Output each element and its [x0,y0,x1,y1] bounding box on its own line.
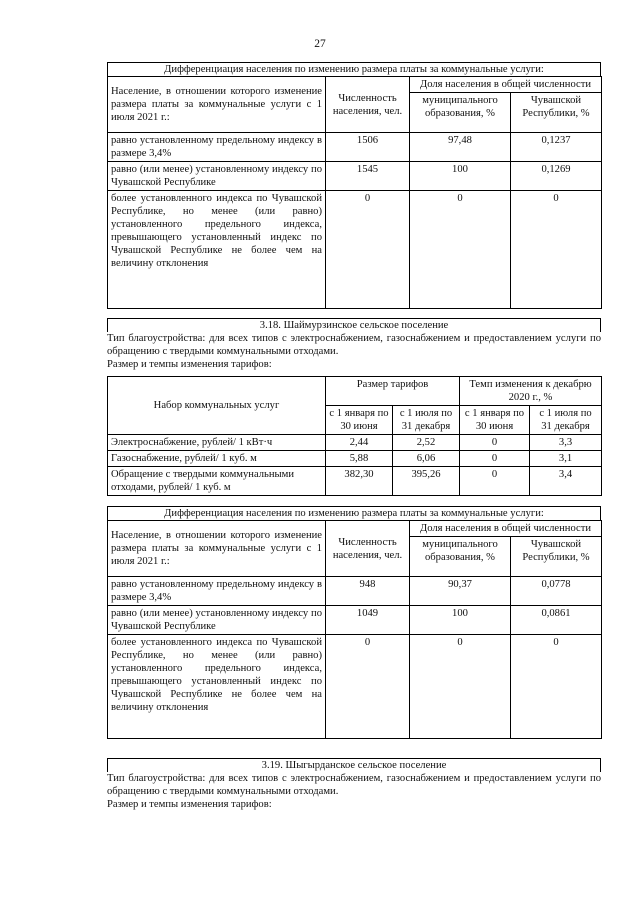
tariff-header-rate: Темп изменения к декабрю 2020 г., % [460,377,602,406]
diff-header-share: Доля населения в общей численности [410,77,602,93]
diff-header-municipal: муниципального образования, % [410,537,511,577]
diff-header-republic: Чувашской Республики, % [511,537,602,577]
section-318-tariff-intro: Размер и темпы изменения тарифов: [107,359,272,370]
table-row: Газоснабжение, рублей/ 1 куб. м 5,88 6,06 0 3,1 [108,451,602,467]
diff-header-population: Население, в отношении которого изменение размера платы за коммунальные услуги с 1 июля 2021 г.: [108,77,326,133]
tariff-table [107,376,601,496]
section-319-type-text: Тип благоустройства: для всех типов с электроснабжением, газоснабжением и предоставлением услуги по обращению с твердыми коммунальными отходами. [107,773,601,797]
diff-header-republic: Чувашской Республики, % [511,93,602,133]
diff-table-2-caption: Дифференциация населения по изменению размера платы за коммунальные услуги: [107,506,601,520]
table-row: равно (или менее) установленному индексу по Чувашской Республике 1049 100 0,0861 [108,606,602,635]
tariff-header-jul: с 1 июля по 31 декабря [393,406,460,435]
diff-header-count: Численность населения, чел. [326,77,410,133]
tariff-header-jul: с 1 июля по 31 декабря [530,406,602,435]
section-318-type-text: Тип благоустройства: для всех типов с электроснабжением, газоснабжением и предоставлением услуги по обращению с твердыми коммунальными отходами. [107,333,601,357]
section-318 [107,318,601,371]
section-319-heading: 3.19. Шыгырданское сельское поселение [107,758,601,772]
diff-header-share: Доля населения в общей численности [410,521,602,537]
section-319-tariff-intro: Размер и темпы изменения тарифов: [107,799,272,810]
section-318-heading: 3.18. Шаймурзинское сельское поселение [107,318,601,332]
section-319 [107,758,601,811]
table-row: равно установленному предельному индексу в размере 3,4% 948 90,37 0,0778 [108,577,602,606]
table-row: более установленного индекса по Чувашской Республике, но менее (или равно) установленного предельного индекса, превышающего установленный индекс по Чувашской Республике не более чем на величину отклонения 0 0 0 [108,191,602,309]
table-row: равно установленному предельному индексу в размере 3,4% 1506 97,48 0,1237 [108,133,602,162]
table-row: более установленного индекса по Чувашской Республике, но менее (или равно) установленного предельного индекса, превышающего установленный индекс по Чувашской Республике не более чем на величину отклонения 0 0 0 [108,635,602,739]
tariff-header-jan: с 1 января по 30 июня [460,406,530,435]
tariff-header-set: Набор коммунальных услуг [108,377,326,435]
tariff-header-jan: с 1 января по 30 июня [326,406,393,435]
table-row: равно (или менее) установленному индексу по Чувашской Республике 1545 100 0,1269 [108,162,602,191]
diff-table-1-caption: Дифференциация населения по изменению размера платы за коммунальные услуги: [107,62,601,76]
diff-header-municipal: муниципального образования, % [410,93,511,133]
diff-table-2 [107,506,601,739]
page-number: 27 [314,38,326,50]
diff-header-population: Население, в отношении которого изменение размера платы за коммунальные услуги с 1 июля 2021 г.: [108,521,326,577]
diff-table-1 [107,62,601,309]
table-row: Электроснабжение, рублей/ 1 кВт·ч 2,44 2,52 0 3,3 [108,435,602,451]
diff-header-count: Численность населения, чел. [326,521,410,577]
table-row: Обращение с твердыми коммунальными отходами, рублей/ 1 куб. м 382,30 395,26 0 3,4 [108,467,602,496]
tariff-header-size: Размер тарифов [326,377,460,406]
